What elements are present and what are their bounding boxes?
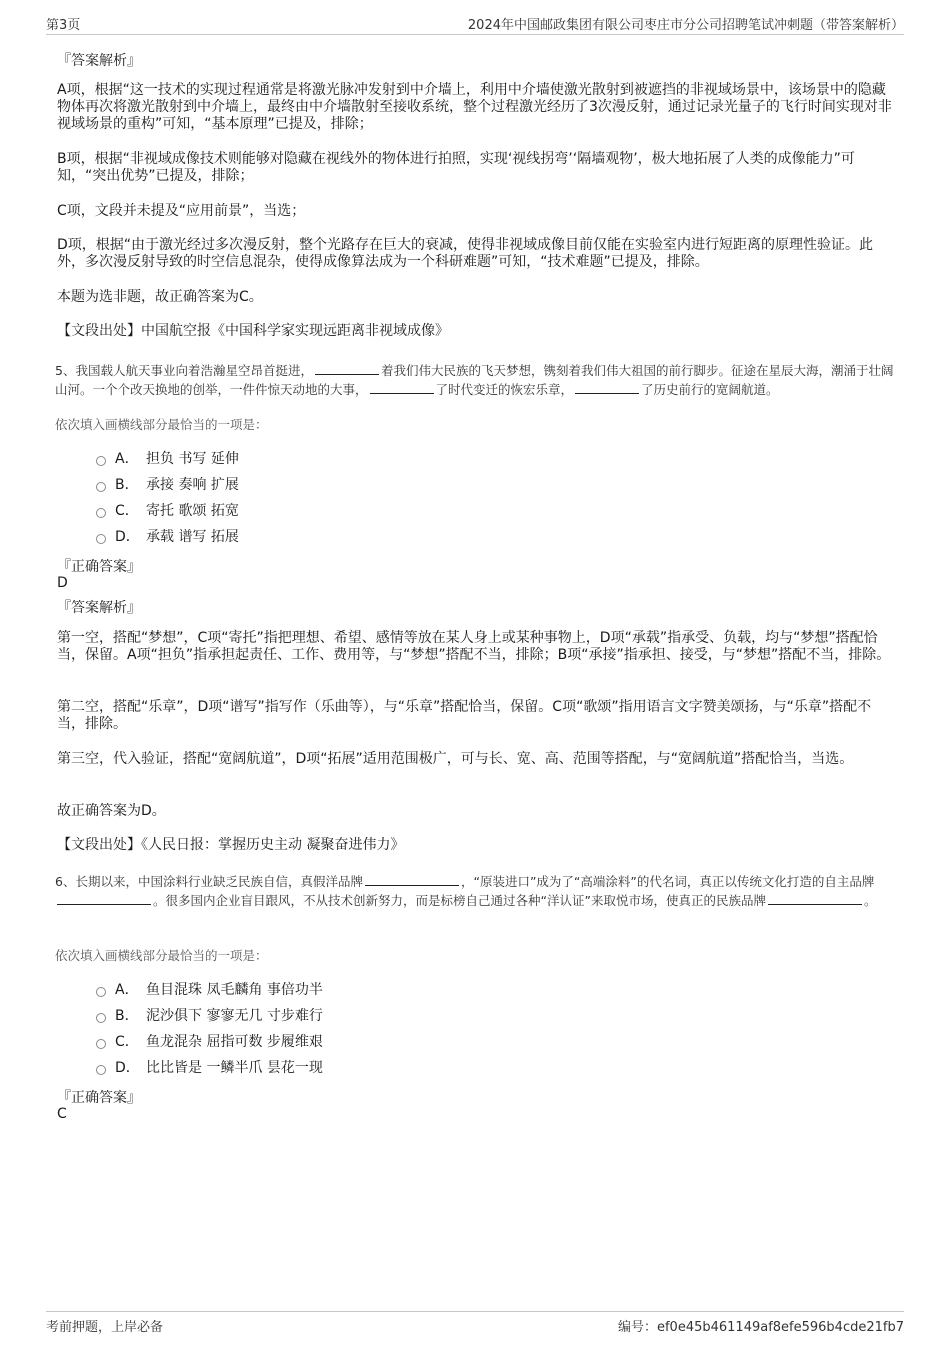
analysis-paragraph-c: C项，文段并未提及“应用前景”，当选； (57, 203, 306, 219)
option-letter: A． (115, 451, 139, 467)
option-b[interactable] (96, 476, 239, 494)
document-id: 编号：ef0e45b461149af8efe596b4cde21fb7 (617, 1320, 904, 1335)
answer-blank (575, 381, 639, 394)
source-note: 【文段出处】《人民日报：掌握历史主动 凝聚奋进伟力》 (57, 837, 405, 853)
page-footer (46, 1311, 904, 1335)
answer-blank (768, 892, 862, 905)
correct-answer-label: 『正确答案』 (57, 1090, 141, 1106)
option-letter: B． (115, 1008, 139, 1024)
radio-icon[interactable] (96, 508, 106, 518)
answer-blank (315, 362, 379, 375)
option-c[interactable] (96, 1033, 323, 1051)
footer-slogan: 考前押题，上岸必备 (46, 1320, 164, 1335)
source-note: 【文段出处】中国航空报《中国科学家实现远距离非视域成像》 (57, 323, 449, 339)
radio-icon[interactable] (96, 482, 106, 492)
analysis-conclusion: 故正确答案为D。 (57, 803, 166, 819)
question-5-part3: 了时代变迁的恢宏乐章， (435, 382, 574, 397)
analysis-conclusion: 本题为选非题，故正确答案为C。 (57, 289, 263, 305)
question-5-part4: 了历史前行的宽阔航道。 (641, 382, 779, 397)
correct-answer: C (57, 1106, 67, 1122)
analysis-paragraph-1: 第一空，搭配“梦想”，C项“寄托”指把理想、希望、感情等放在某人身上或某种事物上，D项“承载”指承受、负载，均与“梦想”搭配恰当，保留。A项“担负”指承担起责任、工作、费用等，与“梦想”搭配不当，排除；B项“承接”指承担、接受，与“梦想”搭配不当，排除。 (57, 630, 891, 663)
question-5-text (55, 361, 898, 399)
analysis-paragraph-2: 第二空，搭配“乐章”，D项“谱写”指写作（乐曲等），与“乐章”搭配恰当，保留。C项“歌颂”指用语言文字赞美颂扬，与“乐章”搭配不当，排除。 (57, 699, 872, 732)
option-letter: B． (115, 477, 139, 493)
radio-icon[interactable] (96, 1013, 106, 1023)
page-header (46, 12, 904, 35)
page-number: 第3页 (46, 18, 81, 33)
option-d[interactable] (96, 1059, 323, 1077)
radio-icon[interactable] (96, 1039, 106, 1049)
analysis-paragraph-a: A项，根据“这一技术的实现过程通常是将激光脉冲发射到中介墙上，利用中介墙使激光散射到被遮挡的非视域场景中，该场景中的隐藏物体再次将激光散射到中介墙上，最终由中介墙散射至接收系统，整个过程激光经历了3次漫反射，通过记录光量子的飞行时间实现对非视域场景的重构”可知，“基本原理”已提及，排除； (57, 82, 892, 132)
question-6-part3: 。很多国内企业盲目跟风，不从技术创新努力，而是标榜自己通过各种“洋认证”来取悦市场，使真正的民族品牌 (153, 893, 766, 908)
option-text: 鱼目混珠 凤毛麟角 事倍功半 (146, 982, 323, 998)
option-a[interactable] (96, 981, 323, 999)
option-text: 承接 奏响 扩展 (146, 477, 239, 493)
radio-icon[interactable] (96, 456, 106, 466)
analysis-paragraph-d: D项，根据“由于激光经过多次漫反射，整个光路存在巨大的衰减，使得非视域成像目前仅能在实验室内进行短距离的原理性验证。此外，多次漫反射导致的时空信息混杂，使得成像算法成为一个科研难题”可知，“技术难题”已提及，排除。 (57, 237, 874, 270)
correct-answer-label: 『正确答案』 (57, 559, 141, 575)
question-5-part2: 着我们伟大民族的飞天梦想，镌刻着我们伟大祖国的前行脚步。征途在星辰大海，潮涌于壮阔山河。一个个改天换地的创举，一件件惊天动地的大事， (55, 363, 894, 397)
question-6-part1: 6、长期以来，中国涂料行业缺乏民族自信，真假洋品牌 (55, 874, 363, 889)
question-6-part2: ，“原装进口”成为了“高端涂料”的代名词，真正以传统文化打造的自主品牌 (460, 874, 875, 889)
radio-icon[interactable] (96, 1065, 106, 1075)
option-d[interactable] (96, 528, 239, 546)
correct-answer: D (57, 575, 68, 591)
analysis-label: 『答案解析』 (57, 600, 141, 616)
document-title: 2024年中国邮政集团有限公司枣庄市分公司招聘笔试冲刺题（带答案解析） (467, 18, 904, 33)
question-5-prompt: 依次填入画横线部分最恰当的一项是： (55, 417, 268, 432)
option-b[interactable] (96, 1007, 323, 1025)
analysis-label: 『答案解析』 (57, 53, 141, 69)
option-c[interactable] (96, 502, 239, 520)
analysis-paragraph-3: 第三空，代入验证，搭配“宽阔航道”，D项“拓展”适用范围极广，可与长、宽、高、范围等搭配，与“宽阔航道”搭配恰当，当选。 (57, 751, 854, 767)
option-letter: A． (115, 982, 139, 998)
option-text: 寄托 歌颂 拓宽 (146, 503, 239, 519)
question-6-prompt: 依次填入画横线部分最恰当的一项是： (55, 948, 268, 963)
answer-blank (57, 892, 151, 905)
analysis-paragraph-b: B项，根据“非视域成像技术则能够对隐藏在视线外的物体进行拍照，实现‘视线拐弯’‘隔墙观物’，极大地拓展了人类的成像能力”可知，“突出优势”已提及，排除； (57, 151, 855, 184)
option-a[interactable] (96, 450, 239, 468)
answer-blank (370, 381, 434, 394)
question-5-part1: 5、我国载人航天事业向着浩瀚星空昂首挺进， (55, 363, 313, 378)
option-text: 比比皆是 一鳞半爪 昙花一现 (146, 1060, 323, 1076)
question-6-text (55, 872, 898, 910)
radio-icon[interactable] (96, 534, 106, 544)
option-text: 承载 谱写 拓展 (146, 529, 239, 545)
option-text: 鱼龙混杂 屈指可数 步履维艰 (146, 1034, 323, 1050)
option-text: 担负 书写 延伸 (146, 451, 239, 467)
radio-icon[interactable] (96, 987, 106, 997)
question-6-part4: 。 (863, 893, 877, 908)
option-letter: C． (115, 503, 139, 519)
option-letter: D． (115, 529, 140, 545)
answer-blank (365, 873, 459, 886)
option-letter: D． (115, 1060, 140, 1076)
option-letter: C． (115, 1034, 139, 1050)
option-text: 泥沙俱下 寥寥无几 寸步难行 (146, 1008, 323, 1024)
